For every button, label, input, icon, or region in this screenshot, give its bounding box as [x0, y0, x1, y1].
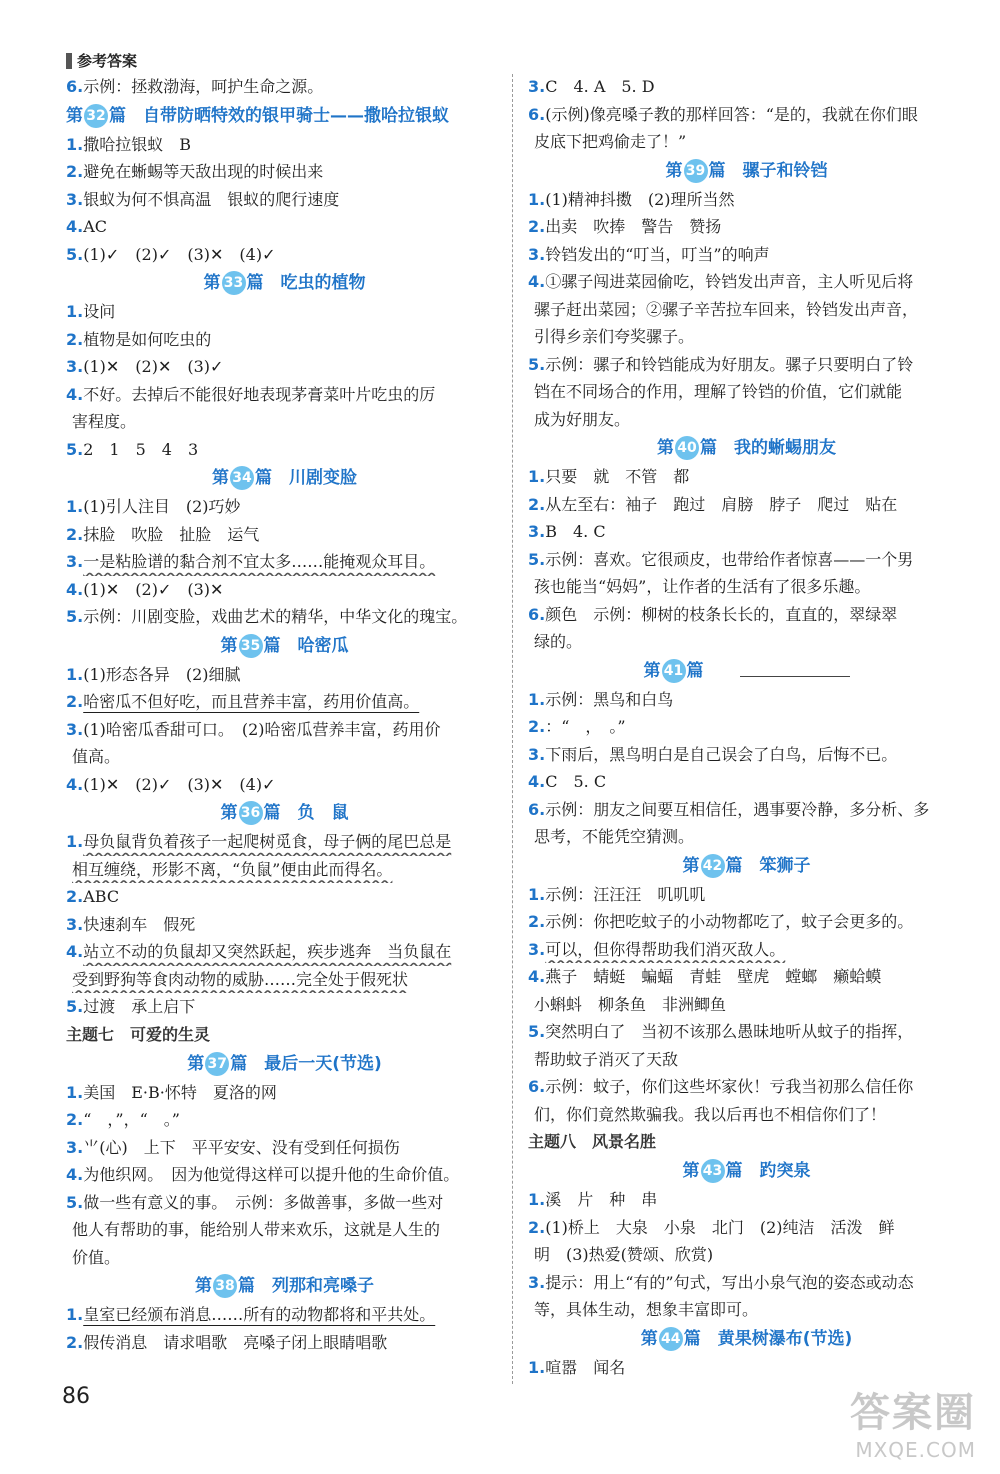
section-title-text: 趵突泉 — [759, 1161, 811, 1181]
question-number: 1. — [528, 884, 546, 904]
section-title — [66, 268, 503, 298]
question-number: 2. — [66, 1110, 84, 1129]
section-suffix: 篇 — [230, 1053, 248, 1074]
column-divider — [512, 74, 513, 1384]
answer-text: 突然明白了 当初不该那么愚昧地听从蚊子的指挥， — [545, 1022, 914, 1041]
theme-heading: 主题七 可爱的生灵 — [66, 1024, 211, 1044]
question-number: 1. — [66, 497, 84, 516]
answer-text: 明 (3)热爱(赞颂、欣赏) — [534, 1245, 714, 1264]
answer-continuation — [528, 573, 965, 601]
answer-text: 提示：用上“有的”句式，写出小泉气泡的姿态或动态 — [545, 1272, 914, 1292]
section-suffix: 篇 — [238, 1276, 255, 1296]
section-number-badge: 33 — [222, 271, 246, 295]
question-number: 4. — [528, 772, 546, 791]
header-bar-icon — [66, 53, 72, 69]
section-title-text: 骡子和铃铛 — [742, 160, 828, 181]
answer-line — [66, 576, 503, 604]
question-number: 1. — [66, 664, 84, 684]
page-number: 86 — [62, 1384, 90, 1409]
question-number: 4. — [528, 272, 546, 291]
answer-text: (1)精神抖擞 (2)理所当然 — [545, 189, 735, 209]
question-number: 1. — [528, 1357, 546, 1377]
section-title-text: 哈密瓜 — [297, 635, 349, 656]
question-number: 2. — [528, 1217, 546, 1237]
answer-text: 植物是如何吃虫的 — [83, 329, 212, 349]
question-number: 4. — [66, 774, 84, 794]
answer-line — [66, 326, 503, 354]
answer-text: 示例：汪汪汪 叽叽叽 — [545, 884, 706, 904]
section-suffix: 篇 — [700, 438, 717, 458]
section-prefix: 第 — [640, 1328, 658, 1349]
section-prefix: 第 — [220, 635, 238, 656]
answer-text: (1)引人注目 (2)巧妙 — [83, 497, 241, 516]
answer-text: 绿的。 — [534, 632, 583, 651]
section-number-badge: 36 — [239, 801, 263, 825]
answer-text: 价值。 — [72, 1247, 121, 1267]
answer-text: (1)桥上 大泉 小泉 北门 (2)纯洁 活泼 鲜 — [545, 1217, 895, 1237]
question-number: 1. — [66, 1082, 84, 1102]
question-number: 3. — [66, 357, 84, 376]
question-number: 3. — [528, 939, 546, 959]
answer-text: (1)哈密瓜香甜可口。 (2)哈密瓜营养丰富，药用价 — [83, 719, 441, 739]
section-prefix: 第 — [187, 1053, 205, 1074]
answer-line — [66, 158, 503, 186]
answer-text: 燕子 蜻蜓 蝙蝠 青蛙 壁虎 螳螂 癞蛤蟆 — [545, 967, 882, 986]
answer-continuation — [528, 1101, 965, 1129]
answer-text: (1)✕ (2)✓ (3)✕ — [83, 579, 224, 599]
question-number: 3. — [66, 719, 84, 739]
answer-line — [528, 963, 965, 991]
left-column — [66, 73, 503, 1356]
answer-text: 骡子赶出菜园；②骡子辛苦拉车回来，铃铛发出声音， — [534, 299, 919, 319]
question-number: 4. — [66, 384, 84, 404]
question-number: 2. — [66, 329, 84, 349]
answer-text: 2 1 5 4 3 — [83, 439, 199, 459]
section-title — [528, 656, 965, 686]
answer-text: (1)✕ (2)✓ (3)✕ (4)✓ — [83, 774, 276, 794]
question-number: 3. — [528, 77, 546, 96]
section-prefix: 第 — [212, 468, 229, 488]
question-number: 4. — [66, 217, 84, 236]
answer-continuation — [528, 1046, 965, 1074]
answer-text: 示例：喜欢。它很顽皮，也带给作者惊喜——一个男 — [545, 549, 914, 569]
answer-text: 小蝌蚪 柳条鱼 非洲鲫鱼 — [534, 994, 727, 1014]
answer-text: 引得乡亲们夸奖骡子。 — [534, 327, 695, 346]
question-number: 3. — [528, 744, 546, 764]
answer-text: 害程度。 — [72, 412, 137, 431]
section-title — [66, 631, 503, 661]
answer-continuation — [528, 1296, 965, 1324]
answer-text: 母负鼠背负着孩子一起爬树觅食，母子俩的尾巴总是 — [83, 832, 452, 851]
answer-text: 示例：朋友之间要互相信任，遇事要冷静，多分析、多 — [545, 799, 930, 819]
section-title-text: 我的蜥蜴朋友 — [734, 438, 836, 458]
section-title-text: 最后一天(节选) — [264, 1053, 382, 1074]
answer-line — [66, 298, 503, 326]
section-title — [528, 433, 965, 463]
answer-line — [528, 1354, 965, 1382]
answer-text: C 4. A 5. D — [545, 77, 655, 96]
answer-continuation — [528, 1241, 965, 1269]
answer-line — [66, 661, 503, 689]
answer-text: 示例：骡子和铃铛能成为好朋友。骡子只要明白了铃 — [545, 354, 914, 374]
section-title — [528, 1156, 965, 1186]
section-suffix: 篇 — [255, 468, 272, 488]
question-number: 2. — [528, 217, 546, 236]
answer-text: 示例：拯救渤海，呵护生命之源。 — [83, 77, 324, 96]
answer-continuation — [66, 408, 503, 436]
question-number: 2. — [66, 1332, 84, 1352]
answer-text: 示例：黑鸟和白鸟 — [545, 689, 674, 709]
section-suffix: 篇 — [725, 855, 743, 876]
section-number-badge: 39 — [684, 159, 708, 183]
answer-text: 铃铛发出的“叮当，叮当”的响声 — [545, 244, 770, 264]
answer-text: (示例)像亮嗓子教的那样回答：“是的，我就在你们眼 — [545, 104, 918, 124]
section-prefix: 第 — [195, 1276, 212, 1296]
section-prefix: 第 — [682, 855, 700, 876]
answer-line — [66, 241, 503, 269]
answer-text: “ ，”，“ 。” — [83, 1110, 180, 1129]
answer-continuation — [528, 296, 965, 324]
section-title-text: 笨狮子 — [759, 855, 811, 876]
question-number: 5. — [66, 997, 84, 1016]
question-number: 2. — [528, 717, 546, 736]
section-title-text: 川剧变脸 — [289, 468, 357, 488]
answer-text: 只要 就 不管 都 — [545, 467, 690, 486]
right-column — [528, 73, 965, 1381]
question-number: 2. — [66, 692, 84, 711]
answer-text: C 5. C — [545, 772, 607, 791]
section-prefix: 第 — [220, 803, 238, 823]
answer-text: 做一些有意义的事。 示例：多做善事，多做一些对 — [83, 1192, 444, 1212]
section-title — [66, 101, 503, 131]
answer-line — [528, 268, 965, 296]
answer-continuation — [528, 128, 965, 156]
answer-text: 值高。 — [72, 747, 121, 766]
answer-line — [528, 768, 965, 796]
question-number: 1. — [528, 467, 546, 486]
answer-text: 过渡 承上启下 — [83, 997, 196, 1016]
answer-text: 孩也能当“妈妈”，让作者的生活有了很多乐趣。 — [534, 577, 871, 596]
question-number: 4. — [528, 967, 546, 986]
question-number: 4. — [66, 942, 84, 961]
answer-line — [66, 1189, 503, 1217]
section-suffix: 篇 — [725, 1161, 743, 1181]
answer-text: 银蚁为何不惧高温 银蚁的爬行速度 — [83, 189, 340, 209]
answer-line — [66, 883, 503, 911]
question-number: 3. — [66, 1137, 84, 1157]
section-prefix: 第 — [682, 1161, 700, 1181]
question-number: 3. — [528, 1272, 546, 1292]
answer-text: 皮底下把鸡偷走了！” — [534, 132, 687, 151]
answer-text: 颜色 示例：柳树的枝条长长的，直直的，翠绿翠 — [545, 604, 898, 624]
answer-line — [528, 546, 965, 574]
question-number: 2. — [66, 524, 84, 544]
answer-line — [528, 73, 965, 101]
theme-heading: 主题八 风景名胜 — [528, 1132, 657, 1151]
section-suffix: 篇 — [263, 635, 281, 656]
answer-line — [66, 688, 503, 716]
section-title-text: 黄果树瀑布(节选) — [717, 1328, 853, 1349]
answer-line — [528, 351, 965, 379]
section-number-badge: 34 — [230, 466, 254, 490]
section-number-badge: 43 — [701, 1159, 725, 1183]
section-suffix: 篇 — [246, 273, 264, 293]
answer-line — [528, 463, 965, 491]
section-suffix: 篇 — [686, 660, 704, 681]
section-title-text: 负 鼠 — [297, 803, 349, 823]
answer-line — [66, 73, 503, 101]
question-number: 1. — [528, 1190, 546, 1209]
answer-line — [66, 1161, 503, 1189]
question-number: 4. — [66, 1165, 84, 1184]
section-title — [66, 1271, 503, 1301]
answer-line — [528, 518, 965, 546]
answer-line — [66, 716, 503, 744]
answer-text: 站立不动的负鼠却又突然跃起，疾步逃奔 当负鼠在 — [83, 942, 452, 961]
question-number: 5. — [528, 1022, 546, 1041]
question-number: 6. — [528, 104, 546, 124]
answer-line — [528, 741, 965, 769]
answer-text: 成为好朋友。 — [534, 409, 631, 429]
section-suffix: 篇 — [708, 160, 726, 181]
question-number: 1. — [66, 832, 84, 851]
answer-continuation — [528, 991, 965, 1019]
section-title — [66, 463, 503, 493]
answer-line — [66, 493, 503, 521]
answer-line — [66, 1079, 503, 1107]
section-prefix: 第 — [657, 438, 674, 458]
answer-text: 喧嚣 闻名 — [545, 1357, 626, 1377]
answer-line — [528, 186, 965, 214]
question-number: 5. — [66, 439, 84, 459]
question-number: 1. — [528, 689, 546, 709]
question-number: 6. — [528, 1077, 546, 1096]
answer-continuation — [528, 378, 965, 406]
answer-text: 示例：蚊子，你们这些坏家伙！亏我当初那么信任你 — [545, 1077, 914, 1096]
answer-continuation — [528, 823, 965, 851]
answer-text: 他人有帮助的事，能给别人带来欢乐，这就是人生的 — [72, 1220, 441, 1239]
answer-line — [528, 1214, 965, 1242]
question-number: 2. — [528, 912, 546, 931]
answer-line — [66, 1106, 503, 1134]
section-prefix: 第 — [665, 160, 683, 181]
answer-line — [528, 686, 965, 714]
answer-line — [528, 713, 965, 741]
answer-line — [66, 521, 503, 549]
answer-text: B 4. C — [545, 522, 606, 541]
answer-continuation — [66, 1244, 503, 1272]
answer-text: 示例：你把吃蚊子的小动物都吃了，蚊子会更多的。 — [545, 912, 914, 931]
section-prefix: 第 — [203, 273, 221, 293]
question-number: 3. — [66, 189, 84, 209]
question-number: 6. — [528, 604, 546, 624]
answer-text: 从左至右：袖子 跑过 肩膀 脖子 爬过 贴在 — [545, 494, 898, 514]
section-title — [528, 156, 965, 186]
answer-line — [66, 548, 503, 576]
question-number: 3. — [66, 914, 84, 934]
answer-text: 抹脸 吹脸 扯脸 运气 — [83, 524, 260, 544]
answer-line — [528, 1018, 965, 1046]
question-number: 2. — [528, 494, 546, 514]
answer-line — [66, 186, 503, 214]
answer-text: 铛在不同场合的作用，理解了铃铛的价值，它们就能 — [534, 382, 903, 401]
question-number: 6. — [66, 77, 84, 96]
question-number: 1. — [66, 134, 84, 154]
question-number: 3. — [66, 552, 84, 571]
answer-text: 受到野狗等食肉动物的威胁……完全处于假死状 — [72, 969, 409, 989]
question-number: 1. — [66, 1305, 84, 1324]
answer-text: 哈密瓜不但好吃，而且营养丰富，药用价值高。 — [83, 692, 420, 711]
watermark-logo — [850, 1381, 976, 1462]
answer-text: 一是粘脸谱的黏合剂不宜太多……能掩观众耳目。 — [83, 552, 436, 571]
answer-line — [66, 938, 503, 966]
answer-text: 溪 片 种 串 — [545, 1190, 658, 1209]
question-number: 2. — [66, 887, 84, 906]
question-number: 6. — [528, 799, 546, 819]
answer-text: 皇室已经颁布消息……所有的动物都将和平共处。 — [83, 1305, 436, 1324]
answer-line — [66, 1134, 503, 1162]
answer-text: 思考，不能凭空猜测。 — [534, 827, 695, 846]
section-suffix: 篇 — [683, 1328, 701, 1349]
answer-text: 假传消息 请求唱歌 亮嗓子闭上眼睛唱歌 — [83, 1332, 388, 1352]
question-number: 1. — [528, 189, 546, 209]
answer-text: 下雨后，黑鸟明白是自己误会了白鸟，后悔不已。 — [545, 744, 898, 764]
answer-continuation — [528, 628, 965, 656]
section-title-text: 吃虫的植物 — [280, 273, 366, 293]
answer-text: ⺌(心) 上下 平平安安、没有受到任何损伤 — [83, 1137, 400, 1157]
page-header — [66, 50, 137, 71]
answer-line — [528, 101, 965, 129]
section-title-text: 自带防晒特效的银甲骑士——撒哈拉银蚁 — [143, 105, 449, 126]
answer-text: ①骡子闯进菜园偷吃，铃铛发出声音，主人听见后将 — [545, 272, 914, 291]
answer-line — [528, 241, 965, 269]
answer-line — [66, 353, 503, 381]
answer-text: 等，具体生动，想象丰富即可。 — [534, 1300, 759, 1319]
answer-line — [528, 1186, 965, 1214]
header-label: 参考答案 — [77, 52, 138, 70]
answer-text: 不好。去掉后不能很好地表现茅膏菜叶片吃虫的厉 — [83, 384, 436, 404]
section-number-badge: 38 — [213, 1274, 237, 1298]
section-number-badge: 40 — [675, 436, 699, 460]
section-title — [528, 1324, 965, 1354]
answer-text: 撒哈拉银蚁 B — [83, 134, 191, 154]
answer-line — [66, 131, 503, 159]
question-number: 2. — [66, 162, 84, 181]
section-title — [66, 798, 503, 828]
answer-line — [66, 771, 503, 799]
answer-line — [66, 381, 503, 409]
answer-continuation — [66, 856, 503, 884]
answer-continuation — [66, 1216, 503, 1244]
answer-text: 设问 — [83, 302, 116, 321]
section-number-badge: 42 — [701, 854, 725, 878]
answer-line — [66, 213, 503, 241]
answer-text: 帮助蚊子消灭了天敌 — [534, 1049, 679, 1069]
question-number: 1. — [66, 302, 84, 321]
answer-text: ABC — [83, 887, 120, 906]
answer-text: 为他织网。 因为他觉得这样可以提升他的生命价值。 — [83, 1165, 460, 1184]
answer-text: (1)✓ (2)✓ (3)✕ (4)✓ — [83, 244, 276, 264]
answer-text: 们，你们竟然欺骗我。我以后再也不相信你们了！ — [534, 1104, 887, 1124]
answer-continuation — [528, 323, 965, 351]
section-title-text: 列那和亮嗓子 — [272, 1276, 374, 1296]
answer-text: 示例：川剧变脸，戏曲艺术的精华，中华文化的瑰宝。 — [83, 607, 468, 626]
answer-text: (1)✕ (2)✕ (3)✓ — [83, 357, 224, 376]
question-number: 5. — [528, 354, 546, 374]
question-number: 5. — [66, 607, 84, 626]
answer-text: ：“ ， 。” — [545, 717, 626, 736]
answer-line — [66, 603, 503, 631]
section-number-badge: 44 — [659, 1327, 683, 1351]
section-suffix: 篇 — [263, 803, 281, 823]
answer-continuation — [66, 743, 503, 771]
section-prefix: 第 — [643, 660, 661, 681]
answer-text: (1)形态各异 (2)细腻 — [83, 664, 241, 684]
section-number-badge: 32 — [84, 104, 108, 128]
title-blank-line — [740, 664, 850, 677]
answer-line — [528, 796, 965, 824]
section-number-badge: 37 — [205, 1052, 229, 1076]
answer-continuation — [66, 966, 503, 994]
answer-line — [66, 911, 503, 939]
section-suffix: 篇 — [109, 105, 126, 126]
question-number: 5. — [66, 244, 84, 264]
answer-line — [528, 1269, 965, 1297]
answer-continuation — [528, 406, 965, 434]
answer-line — [528, 936, 965, 964]
answer-line — [528, 1073, 965, 1101]
answer-line — [66, 1329, 503, 1357]
answer-line — [66, 436, 503, 464]
answer-line — [528, 908, 965, 936]
question-number: 3. — [528, 244, 546, 264]
section-number-badge: 35 — [239, 634, 263, 658]
answer-text: 避免在蜥蜴等天敌出现的时候出来 — [83, 162, 324, 181]
section-title — [66, 1049, 503, 1079]
question-number: 5. — [528, 549, 546, 569]
question-number: 5. — [66, 1192, 84, 1212]
question-number: 3. — [528, 522, 546, 541]
answer-text: 出卖 吹捧 警告 赞扬 — [545, 217, 722, 236]
answer-line — [528, 213, 965, 241]
answer-text: 相互缠绕，形影不离，“负鼠”便由此而得名。 — [72, 859, 393, 879]
answer-line — [528, 491, 965, 519]
answer-text: AC — [83, 217, 108, 236]
answer-text: 美国 E·B·怀特 夏洛的网 — [83, 1082, 277, 1102]
question-number: 4. — [66, 579, 84, 599]
section-number-badge: 41 — [662, 659, 686, 683]
answer-line — [528, 881, 965, 909]
answer-line — [66, 828, 503, 856]
section-prefix: 第 — [66, 105, 83, 126]
answer-text: 快速刹车 假死 — [83, 914, 196, 934]
answer-line — [66, 993, 503, 1021]
watermark-url: MXQE.COM — [855, 1438, 976, 1462]
answer-text: 可以，但你得帮助我们消灭敌人。 — [545, 939, 786, 959]
answer-line — [66, 1301, 503, 1329]
answer-line — [528, 601, 965, 629]
watermark-text: 答案圈 — [850, 1390, 976, 1436]
section-title — [528, 851, 965, 881]
